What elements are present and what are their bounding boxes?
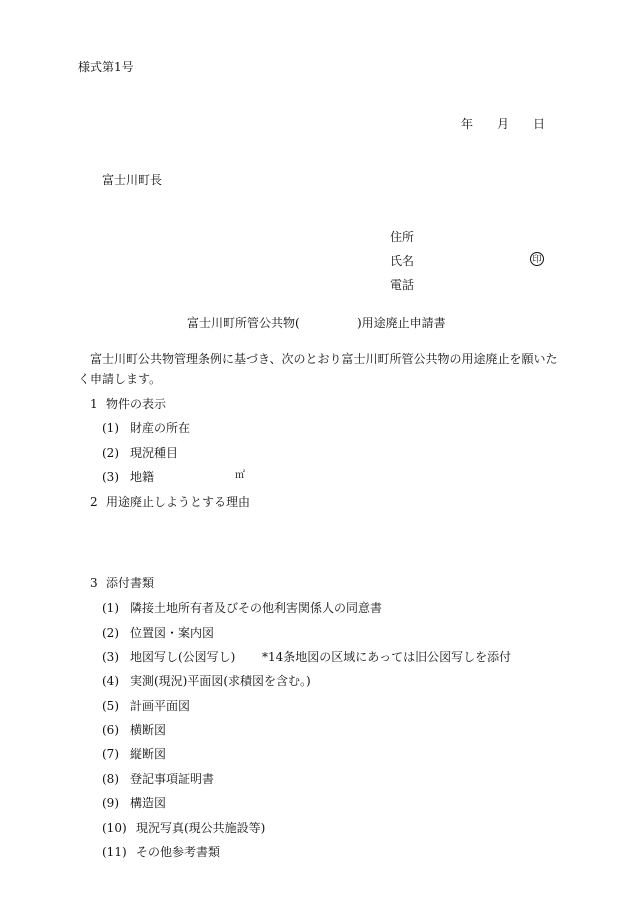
s3-item-2-label: 位置図・案内図 bbox=[130, 626, 215, 640]
s3-item-6-label: 横断図 bbox=[130, 723, 167, 737]
s3-item-1-num: (1) bbox=[102, 601, 119, 615]
s3-item-3-num: (3) bbox=[102, 650, 119, 664]
s1-item-1-label: 財産の所在 bbox=[130, 421, 191, 435]
s3-item-11-label: その他参考書類 bbox=[136, 845, 221, 859]
s3-item-5-num: (5) bbox=[102, 699, 119, 713]
s3-item-8-label: 登記事項証明書 bbox=[130, 772, 215, 786]
section-2-number: 2 bbox=[90, 495, 98, 509]
addressee: 富士川町長 bbox=[102, 173, 163, 187]
date-day: 日 bbox=[533, 117, 546, 131]
section-1-number: 1 bbox=[90, 397, 98, 411]
name-label: 氏名 bbox=[390, 254, 415, 268]
area-unit: ㎡ bbox=[235, 470, 245, 481]
s3-item-9-label: 構造図 bbox=[130, 796, 167, 810]
date-month: 月 bbox=[497, 117, 510, 131]
s3-item-11-num: (11) bbox=[102, 845, 127, 859]
s3-item-7-label: 縦断図 bbox=[130, 747, 167, 761]
s1-item-3-label: 地籍 bbox=[130, 470, 155, 484]
title-prefix: 富士川町所管公共物( bbox=[187, 316, 300, 330]
s1-item-1-num: (1) bbox=[102, 421, 119, 435]
s1-item-3-num: (3) bbox=[102, 470, 119, 484]
s3-item-9-num: (9) bbox=[102, 796, 119, 810]
phone-label: 電話 bbox=[390, 278, 415, 292]
section-3-heading: 添付書類 bbox=[106, 576, 155, 590]
seal-mark: 印 bbox=[530, 252, 544, 266]
section-2-heading: 用途廃止しようとする理由 bbox=[106, 495, 251, 509]
s1-item-2-num: (2) bbox=[102, 446, 119, 460]
address-label: 住所 bbox=[390, 230, 415, 244]
date-year: 年 bbox=[461, 117, 474, 131]
s3-item-10-num: (10) bbox=[102, 821, 127, 835]
form-number: 様式第1号 bbox=[78, 60, 134, 74]
s3-item-10-label: 現況写真(現公共施設等) bbox=[136, 821, 266, 835]
body-line-2: く申請します。 bbox=[78, 372, 162, 386]
s3-item-4-label: 実測(現況)平面図(求積図を含む。) bbox=[130, 674, 311, 688]
s3-item-3-label: 地図写し(公図写し) bbox=[130, 650, 236, 664]
section-3-number: 3 bbox=[90, 576, 98, 590]
body-line-1: 富士川町公共物管理条例に基づき、次のとおり富士川町所管公共物の用途廃止を願いた bbox=[90, 352, 558, 366]
s3-item-1-label: 隣接土地所有者及びその他利害関係人の同意書 bbox=[130, 601, 383, 615]
s3-item-3-note: *14条地図の区域にあっては旧公図写しを添付 bbox=[262, 650, 512, 664]
s3-item-8-num: (8) bbox=[102, 772, 119, 786]
s1-item-2-label: 現況種目 bbox=[130, 446, 179, 460]
s3-item-7-num: (7) bbox=[102, 747, 119, 761]
s3-item-6-num: (6) bbox=[102, 723, 119, 737]
title-suffix: )用途廃止申請書 bbox=[357, 316, 446, 330]
s3-item-4-num: (4) bbox=[102, 674, 119, 688]
s3-item-2-num: (2) bbox=[102, 626, 119, 640]
section-1-heading: 物件の表示 bbox=[106, 397, 167, 411]
s3-item-5-label: 計画平面図 bbox=[130, 699, 191, 713]
